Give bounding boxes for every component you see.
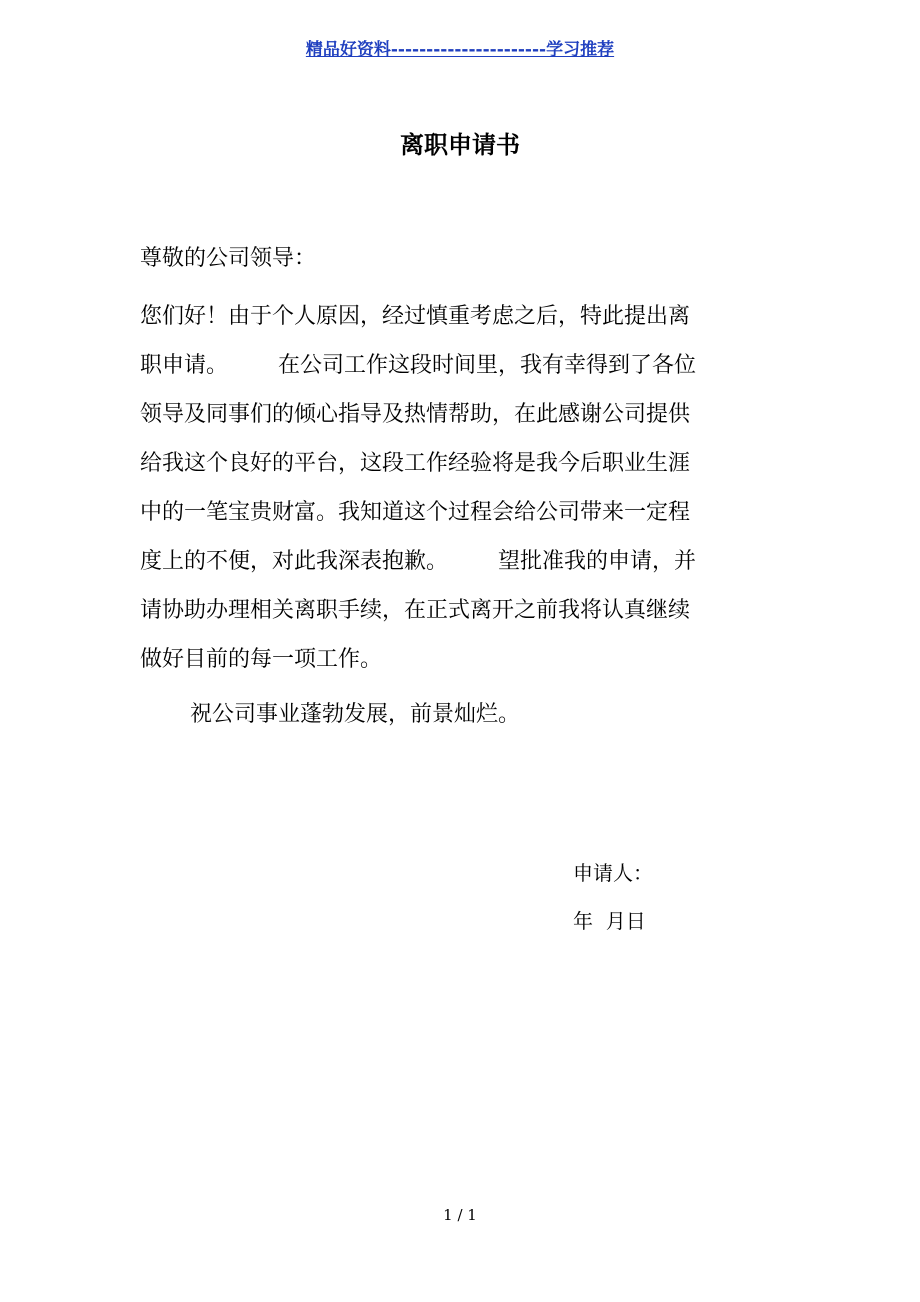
body-line: 请协助办理相关离职手续，在正式离开之前我将认真继续 (140, 598, 691, 623)
salutation: 尊敬的公司领导： (140, 246, 317, 271)
body-line-segment: 在公司工作这段时间里，我有幸得到了各位 (278, 353, 697, 378)
page-number: 1 / 1 (443, 1206, 477, 1224)
body-line-segment: 职申请。 (140, 353, 229, 378)
body-line: 领导及同事们的倾心指导及热情帮助，在此感谢公司提供 (140, 402, 691, 427)
closing-wish: 祝公司事业蓬勃发展，前景灿烂。 (190, 702, 521, 727)
body-line: 做好目前的每一项工作。 (140, 647, 383, 672)
body-line: 中的一笔宝贵财富。我知道这个过程会给公司带来一定程 (140, 500, 691, 525)
applicant-label: 申请人： (573, 861, 653, 885)
body-line (140, 537, 696, 586)
body-line: 给我这个良好的平台，这段工作经验将是我今后职业生涯 (140, 451, 691, 476)
header-banner (0, 38, 920, 62)
letter-body (140, 292, 696, 684)
date-label: 年 月日 (573, 909, 646, 933)
body-line (140, 341, 696, 390)
body-line-segment: 望批准我的申请，并 (498, 549, 697, 574)
header-banner-text: 精品好资料----------------------学习推荐 (305, 40, 615, 60)
body-line: 您们好！由于个人原因，经过慎重考虑之后，特此提出离 (140, 304, 691, 329)
document-title: 离职申请书 (400, 131, 520, 159)
body-line-segment: 度上的不便，对此我深表抱歉。 (140, 549, 449, 574)
